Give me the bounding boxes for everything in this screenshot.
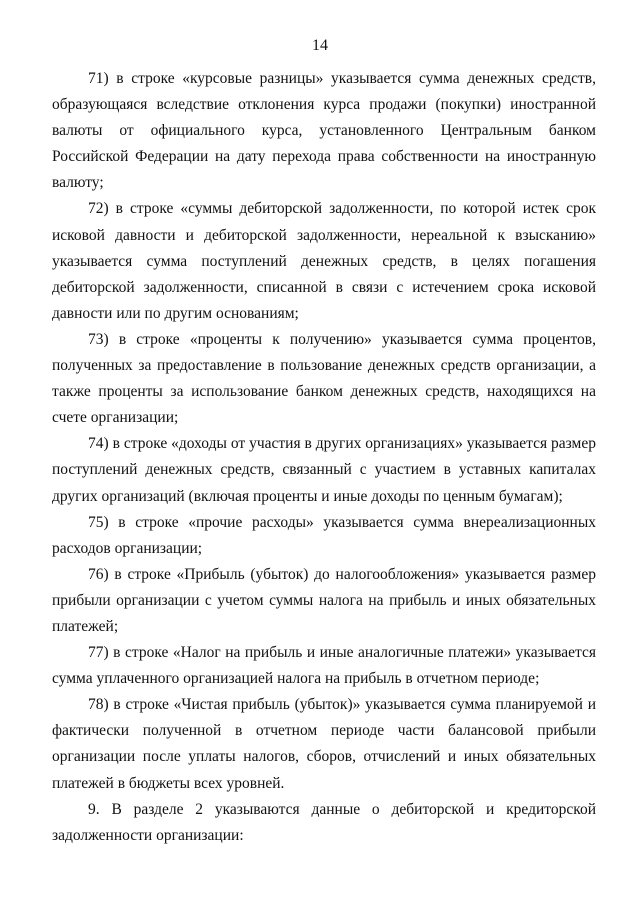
page-number: 14 xyxy=(312,37,328,54)
paragraph-item-76: 76) в строке «Прибыль (убыток) до налогообложения» указывается размер прибыли организации с учетом суммы налога на прибыль и иных обязательных платежей; xyxy=(52,565,596,635)
paragraph-section-9: 9. В разделе 2 указываются данные о дебиторской и кредиторской задолженности организации: xyxy=(52,800,596,844)
paragraph-item-73: 73) в строке «проценты к получению» указывается сумма процентов, полученных за предоставление в пользование денежных средств организации, а также проценты за использование банком денежных средств, находящихся на счете организации; xyxy=(52,330,596,427)
paragraph-item-72: 72) в строке «суммы дебиторской задолженности, по которой истек срок исковой давности и дебиторской задолженности, нереальной к взысканию» указывается сумма поступлений денежных средств, в целях погашения дебиторской задолженности, списанной в связи с истечением срока исковой давности или по другим основаниям; xyxy=(52,200,596,322)
paragraph-item-71: 71) в строке «курсовые разницы» указывается сумма денежных средств, образующаяся вследствие отклонения курса продажи (покупки) иностранной валюты от официального курса, установленного Центральным банком Российской Федерации на дату перехода права собственности на иностранную валюту; xyxy=(52,70,596,192)
paragraph-item-74: 74) в строке «доходы от участия в других организациях» указывается размер поступлений денежных средств, связанный с участием в уставных капиталах других организаций (включая проценты и иные доходы по ценным бумагам); xyxy=(52,435,596,505)
paragraph-item-78: 78) в строке «Чистая прибыль (убыток)» указывается сумма планируемой и фактически полученной в отчетном периоде части балансовой прибыли организации после уплаты налогов, сборов, отчислений и иных обязательных платежей в бюджеты всех уровней. xyxy=(52,696,596,792)
document-body xyxy=(52,66,596,849)
paragraph-item-75: 75) в строке «прочие расходы» указывается сумма внереализационных расходов организации; xyxy=(52,513,596,557)
paragraph-item-77: 77) в строке «Налог на прибыль и иные аналогичные платежи» указывается сумма уплаченного организацией налога на прибыль в отчетном периоде; xyxy=(52,644,596,688)
